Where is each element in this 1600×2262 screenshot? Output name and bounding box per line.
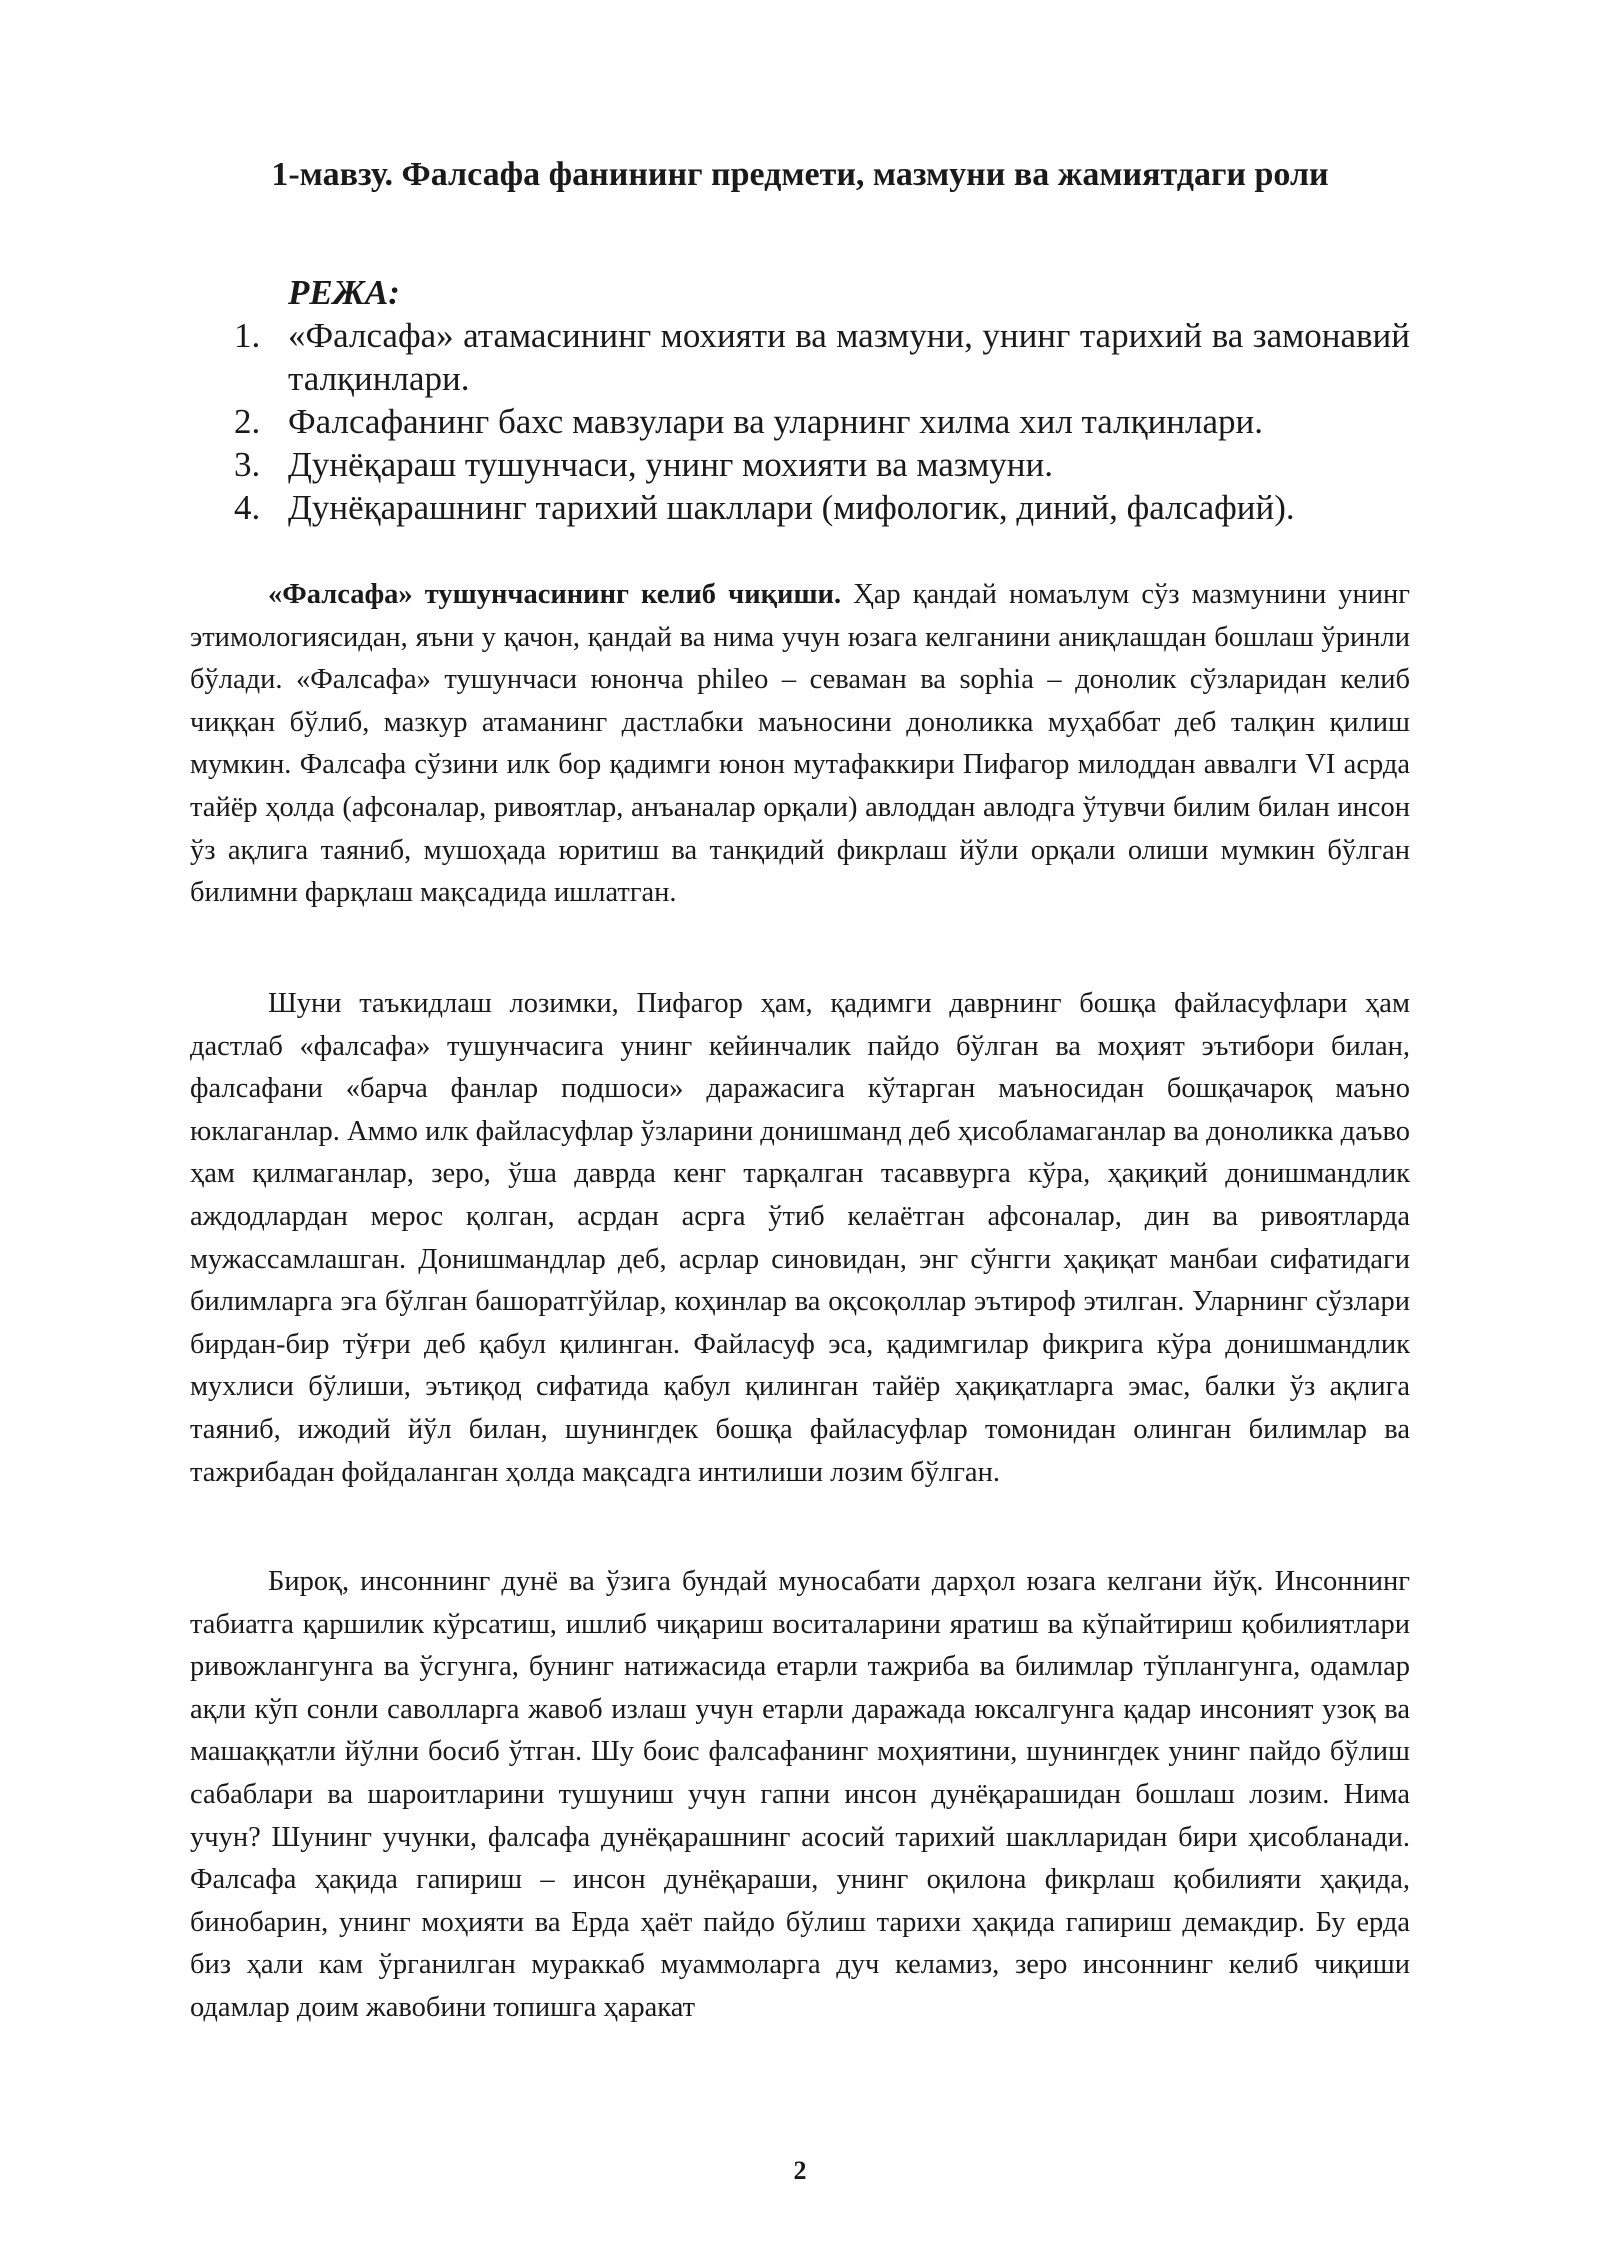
plan-list xyxy=(234,314,1410,529)
plan-item xyxy=(234,486,1410,529)
plan-item-number: 4. xyxy=(234,488,261,527)
paragraph-lead: «Фалсафа» тушунчасининг келиб чиқиши. xyxy=(268,579,842,610)
plan-item-text: Фалсафанинг бахс мавзулари ва уларнинг хилма хил талқинлари. xyxy=(288,402,1264,441)
paragraph-text: Ҳар қандай номаълум сўз мазмунини унинг этимологиясидан, яъни у қачон, қандай ва нима учун юзага келганини аниқлашдан бошлаш ўринли бўлади. «Фалсафа» тушунчаси юнонча phileo – севаман ва sophia – донолик сўзларидан келиб чиққан бўлиб, мазкур атаманинг дастлабки маъносини доноликка муҳаббат деб талқин қилиш мумкин. Фалсафа сўзини илк бор қадимги юнон мутафаккири Пифагор милоддан аввалги VI асрда тайёр ҳолда (афсоналар, ривоятлар, анъаналар орқали) авлоддан авлодга ўтувчи билим билан инсон ўз ақлига таяниб, мушоҳада юритиш ва танқидий фикрлаш йўли орқали олиши мумкин бўлган билимни фарқлаш мақсадида ишлатган. xyxy=(190,579,1410,909)
plan-item-text: Дунёқараш тушунчаси, унинг мохияти ва мазмуни. xyxy=(288,445,1053,484)
plan-item-number: 2. xyxy=(234,402,261,441)
body-paragraph xyxy=(190,1561,1410,2030)
paragraph-text: Шуни таъкидлаш лозимки, Пифагор ҳам, қадимги даврнинг бошқа файласуфлари ҳам дастлаб «фалсафа» тушунчасига унинг кейинчалик пайдо бўлган ва моҳият эътибори билан, фалсафани «барча фанлар подшоси» даражасига кўтарган маъносидан бошқачароқ маъно юклаганлар. Аммо илк файласуфлар ўзларини донишманд деб ҳисобламаганлар ва доноликка даъво ҳам қилмаганлар, зеро, ўша даврда кенг тарқалган тасаввурга кўра, ҳақиқий донишмандлик аждодлардан мерос қолган, асрдан асрга ўтиб келаётган афсоналар, дин ва ривоятларда мужассамлашган. Донишмандлар деб, асрлар синовидан, энг сўнгги ҳақиқат манбаи сифатидаги билимларга эга бўлган башоратгўйлар, коҳинлар ва оқсоқоллар эътироф этилган. Уларнинг сўзлари бирдан-бир тўғри деб қабул қилинган. Файласуф эса, қадимгилар фикрига кўра донишмандлик мухлиси бўлиши, эътиқод сифатида қабул қилинган тайёр ҳақиқатларга эмас, балки ўз ақлига таяниб, ижодий йўл билан, шунингдек бошқа файласуфлар томонидан олинган билимлар ва тажрибадан фойдаланган ҳолда мақсадга интилиши лозим бўлган. xyxy=(190,988,1410,1488)
plan-item-text: «Фалсафа» атамасининг мохияти ва мазмуни, унинг тарихий ва замонавий талқинлари. xyxy=(288,316,1410,398)
paragraph-text: Бироқ, инсоннинг дунё ва ўзига бундай муносабати дарҳол юзага келгани йўқ. Инсоннинг табиатга қаршилик кўрсатиш, ишлиб чиқариш воситаларини яратиш ва кўпайтириш қобилиятлари ривожлангунга ва ўсгунга, бунинг натижасида етарли тажриба ва билимлар тўплангунга, одамлар ақли кўп сонли саволларга жавоб излаш учун етарли даражада юксалгунга қадар инсоният узоқ ва машаққатли йўлни босиб ўтган. Шу боис фалсафанинг моҳиятини, шунингдек унинг пайдо бўлиш сабаблари ва шароитларини тушуниш учун гапни инсон дунёқарашидан бошлаш лозим. Нима учун? Шунинг учунки, фалсафа дунёқарашнинг асосий тарихий шаклларидан бири ҳисобланади. Фалсафа ҳақида гапириш – инсон дунёқараши, унинг оқилона фикрлаш қобилияти ҳақида, бинобарин, унинг моҳияти ва Ерда ҳаёт пайдо бўлиш тарихи ҳақида гапириш демакдир. Бу ерда биз ҳали кам ўрганилган мураккаб муаммоларга дуч келамиз, зеро инсоннинг келиб чиқиши одамлар доим жавобини топишга ҳаракат xyxy=(190,1566,1410,2023)
page-title: 1-мавзу. Фалсафа фанининг предмети, мазмуни ва жамиятдаги роли xyxy=(271,156,1329,193)
plan-item xyxy=(234,443,1410,486)
plan-item xyxy=(234,400,1410,443)
plan-heading: РЕЖА: xyxy=(288,273,400,312)
plan-item xyxy=(234,314,1410,400)
plan-item-number: 1. xyxy=(234,316,261,355)
page-number: 2 xyxy=(793,2156,807,2185)
body-paragraph xyxy=(190,574,1410,915)
plan-item-number: 3. xyxy=(234,445,261,484)
plan-item-text: Дунёқарашнинг тарихий шакллари (мифологик, диний, фалсафий). xyxy=(288,488,1295,527)
body-paragraph xyxy=(190,983,1410,1494)
